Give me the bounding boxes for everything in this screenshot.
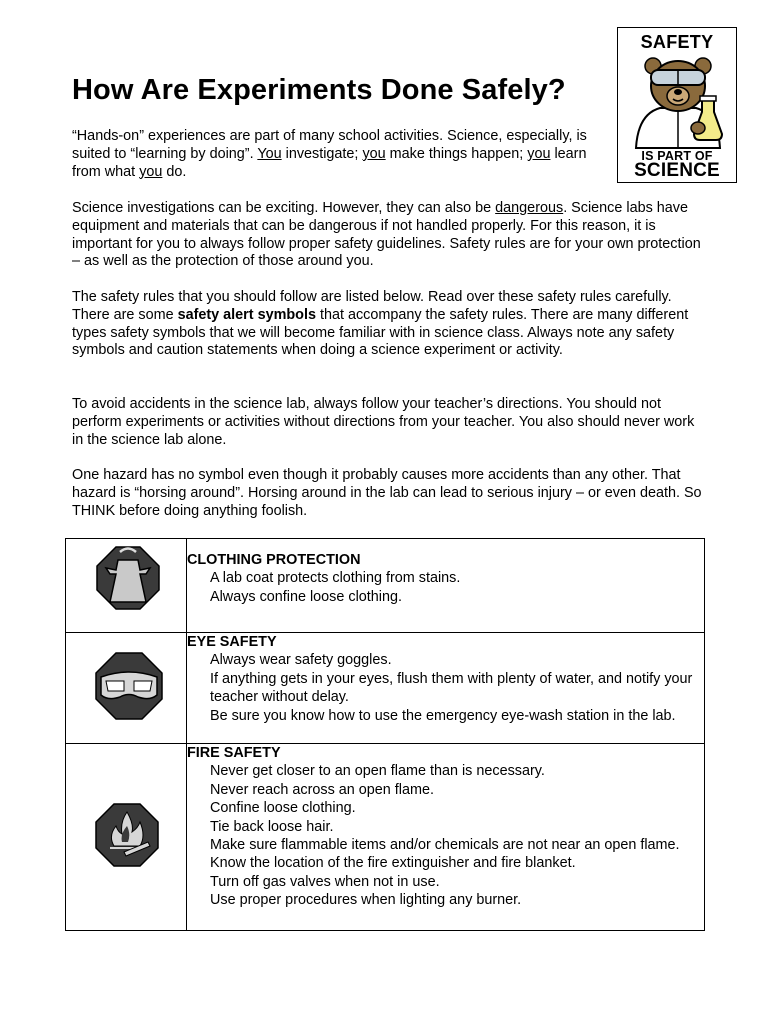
logo-bottom-text: SCIENCE — [634, 160, 720, 181]
list-item: If anything gets in your eyes, flush them with plenty of water, and notify your teacher without delay. — [210, 670, 693, 706]
list-item: Know the location of the fire extinguisher and fire blanket. — [210, 855, 576, 872]
logo-middle-text: IS PART OF — [641, 149, 713, 163]
logo-top-text: SAFETY — [640, 32, 714, 52]
list-item: Tie back loose hair. — [210, 818, 334, 835]
rule-list — [187, 569, 704, 606]
goggles-icon — [94, 651, 164, 721]
rule-list — [187, 762, 704, 909]
table-row — [66, 633, 705, 744]
list-item: Use proper procedures when lighting any burner. — [210, 892, 522, 909]
table-row — [66, 744, 705, 931]
rules-paragraph: The safety rules that you should follow are listed below. Read over these safety rules carefully. There are some safety alert symbols that accompany the safety rules. There are many different types safety symbols that we will become familiar with in science class. Always note any safety symbols and caution statements when doing a science experiment or activity. — [72, 289, 689, 359]
section-title: CLOTHING PROTECTION — [187, 552, 361, 568]
list-item: Never reach across an open flame. — [210, 781, 434, 798]
apron-icon — [94, 544, 162, 612]
bear-scientist-icon — [626, 52, 730, 150]
list-item: Confine loose clothing. — [210, 800, 356, 817]
list-item: Turn off gas valves when not in use. — [210, 873, 440, 890]
list-item: Never get closer to an open flame than is necessary. — [210, 763, 545, 780]
danger-paragraph: Science investigations can be exciting. However, they can also be dangerous. Science labs have equipment and materials that can be dangerous if not handled properly. For this reason, it is important for you to always follow proper safety guidelines. Safety rules are for your own protection – as well as the protection of those around you. — [72, 200, 701, 270]
intro-paragraph: “Hands-on” experiences are part of many school activities. Science, especially, is suited to “learning by doing”. You investigate; you make things happen; you learn from what you do. — [72, 128, 587, 180]
safety-rules-table — [65, 538, 705, 931]
section-title: FIRE SAFETY — [187, 745, 281, 761]
list-item: Be sure you know how to use the emergency eye-wash station in the lab. — [210, 707, 676, 724]
section-title: EYE SAFETY — [187, 634, 277, 650]
teacher-directions-paragraph: To avoid accidents in the science lab, always follow your teacher’s directions. You should not perform experiments or activities without directions from your teacher. You also should never work in the science lab alone. — [72, 396, 695, 448]
page-title: How Are Experiments Done Safely? — [72, 74, 566, 106]
horsing-around-paragraph: One hazard has no symbol even though it probably causes more accidents than any other. That hazard is “horsing around”. Horsing around in the lab can lead to serious injury – or even death. So THINK before doing anything foolish. — [72, 467, 702, 519]
safety-logo — [617, 27, 737, 183]
list-item: A lab coat protects clothing from stains. — [210, 570, 461, 587]
table-row — [66, 539, 705, 633]
list-item: Make sure flammable items and/or chemicals are not near an open flame. — [210, 837, 680, 854]
flame-icon — [94, 802, 160, 868]
list-item: Always wear safety goggles. — [210, 652, 392, 669]
rule-list — [187, 651, 704, 725]
list-item: Always confine loose clothing. — [210, 588, 402, 605]
